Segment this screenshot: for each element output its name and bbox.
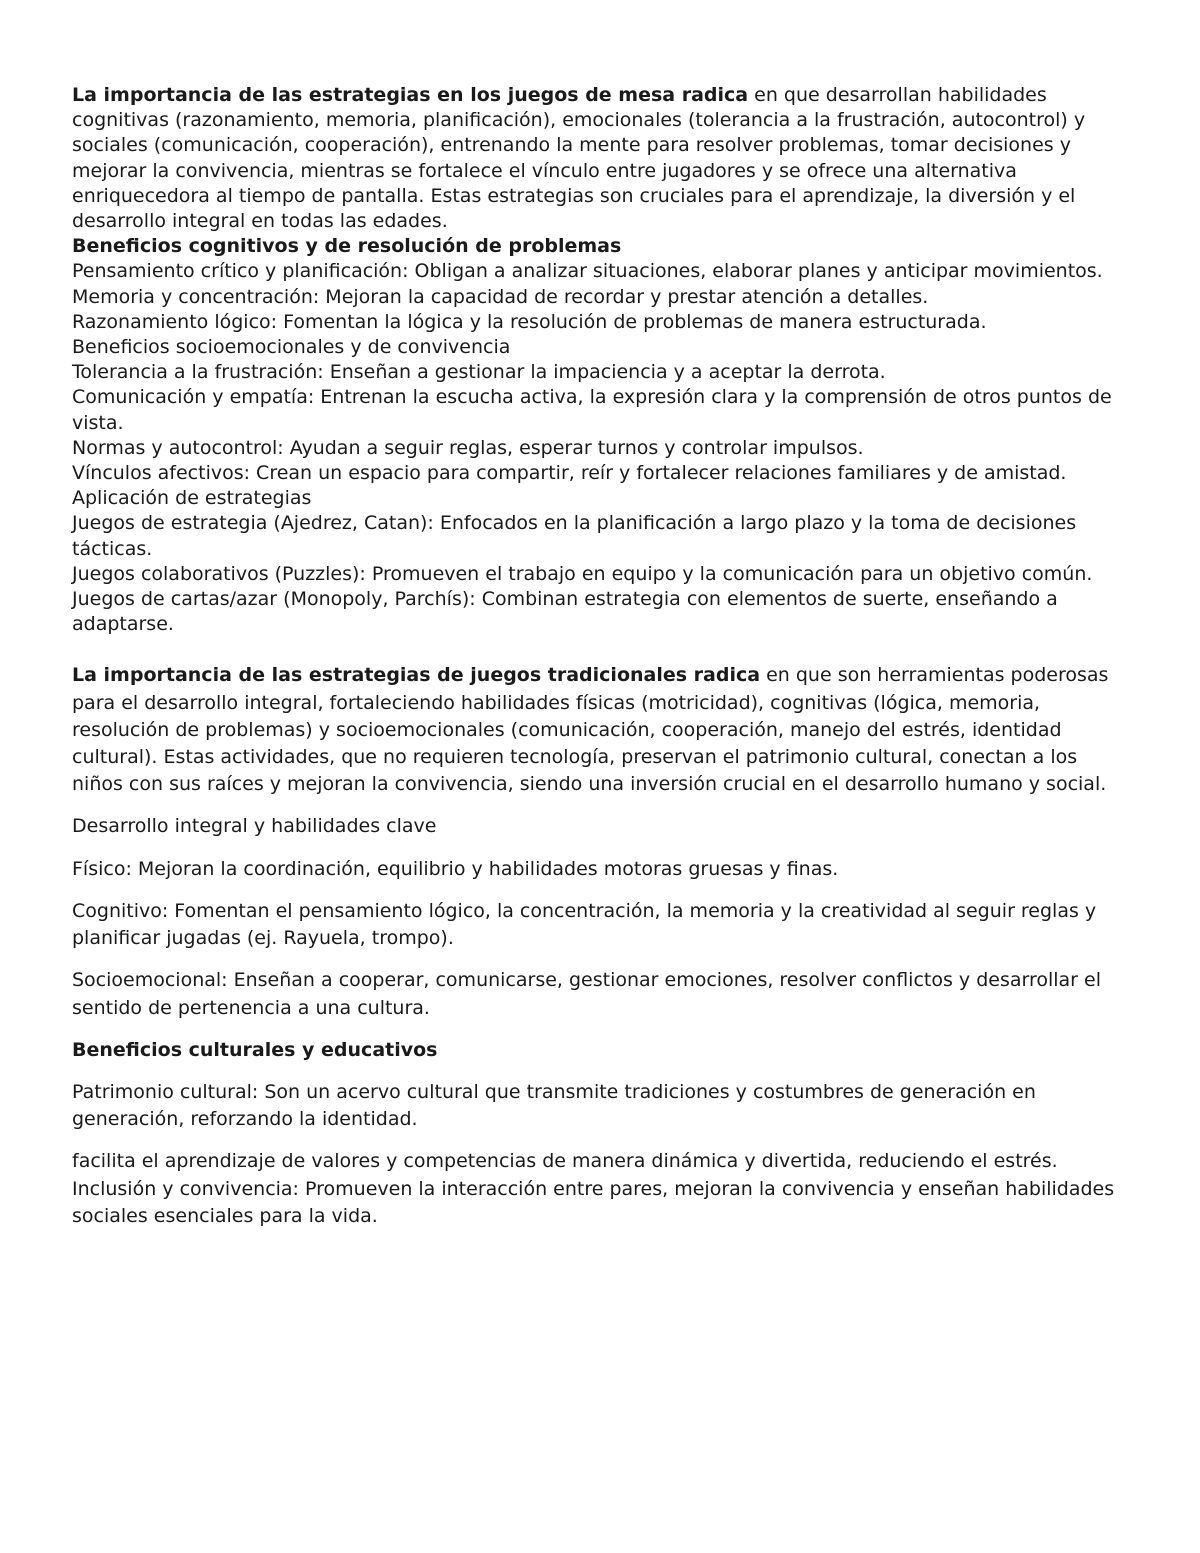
development-item-physical: Físico: Mejoran la coordinación, equilibrio y habilidades motoras gruesas y finas. (72, 857, 839, 880)
application-item-card-games: Juegos de cartas/azar (Monopoly, Parchís): Combinan estrategia con elementos de suerte, enseñando a adaptarse. (72, 588, 1058, 636)
board-games-intro-bold: La importancia de las estrategias en los juegos de mesa radica (72, 84, 749, 106)
cultural-item-heritage: Patrimonio cultural: Son un acervo cultural que transmite tradiciones y costumbres de generación en generación, reforzando la identidad. (72, 1080, 1036, 1131)
cognitive-benefits-heading: Beneficios cognitivos y de resolución de problemas (72, 235, 622, 258)
application-item-strategy-games: Juegos de estrategia (Ajedrez, Catan): Enfocados en la planificación a largo plazo y la toma de decisiones tácticas. (72, 512, 1077, 560)
application-item-collaborative-games: Juegos colaborativos (Puzzles): Promueven el trabajo en equipo y la comunicación para un objetivo común. (72, 562, 1093, 585)
socio-item-frustration: Tolerancia a la frustración: Enseñan a gestionar la impaciencia y a aceptar la derrota. (72, 361, 886, 384)
board-games-intro-paragraph (72, 83, 1132, 234)
socio-item-bonds: Vínculos afectivos: Crean un espacio para compartir, reír y fortalecer relaciones familiares y de amistad. (72, 462, 1067, 485)
traditional-games-intro-bold: La importancia de las estrategias de juegos tradicionales radica (72, 664, 761, 687)
board-games-intro-text: en que desarrollan habilidades cognitivas (razonamiento, memoria, planificación), emocionales (tolerancia a la frustración, autocontrol) y sociales (comunicación, cooperación), entrenando la mente para resolver problemas, tomar decisiones y mejorar la convivencia, mientras se fortalece el vínculo entre jugadores y se ofrece una alternativa enriquecedora al tiempo de pantalla. Estas estrategias son cruciales para el aprendizaje, la diversión y el desarrollo integral en todas las edades. (72, 84, 1086, 233)
document-page (72, 83, 1132, 1245)
application-heading: Aplicación de estrategias (72, 487, 312, 510)
cultural-item-learning: facilita el aprendizaje de valores y competencias de manera dinámica y divertida, reduciendo el estrés. Inclusión y convivencia: Promueven la interacción entre pares, mejoran la convivencia y enseñan habilidades sociales esenciales para la vida. (72, 1150, 1115, 1227)
cognitive-item-critical-thinking: Pensamiento crítico y planificación: Obligan a analizar situaciones, elaborar planes y anticipar movimientos. (72, 260, 1103, 283)
socio-item-norms: Normas y autocontrol: Ayudan a seguir reglas, esperar turnos y controlar impulsos. (72, 436, 864, 459)
traditional-games-intro-text: en que son herramientas poderosas para el desarrollo integral, fortaleciendo habilidades físicas (motricidad), cognitivas (lógica, memoria, resolución de problemas) y socioemocionales (comunicación, cooperación, manejo del estrés, identidad cultural). Estas actividades, que no requieren tecnología, preservan el patrimonio cultural, conectan a los niños con sus raíces y mejoran la convivencia, siendo una inversión crucial en el desarrollo humano y social. (72, 664, 1109, 796)
socio-item-communication: Comunicación y empatía: Entrenan la escucha activa, la expresión clara y la comprensión de otros puntos de vista. (72, 386, 1112, 434)
cognitive-item-reasoning: Razonamiento lógico: Fomentan la lógica y la resolución de problemas de manera estructurada. (72, 310, 987, 333)
socioemotional-benefits-heading: Beneficios socioemocionales y de convivencia (72, 336, 511, 359)
traditional-games-section (72, 662, 1132, 1229)
development-heading: Desarrollo integral y habilidades clave (72, 815, 437, 838)
cognitive-item-memory: Memoria y concentración: Mejoran la capacidad de recordar y prestar atención a detalles. (72, 285, 929, 308)
development-item-socioemotional: Socioemocional: Enseñan a cooperar, comunicarse, gestionar emociones, resolver conflictos y desarrollar el sentido de pertenencia a una cultura. (72, 969, 1101, 1019)
development-item-cognitive: Cognitivo: Fomentan el pensamiento lógico, la concentración, la memoria y la creatividad al seguir reglas y planificar jugadas (ej. Rayuela, trompo). (72, 899, 1097, 950)
board-games-section (72, 83, 1132, 637)
traditional-games-intro-paragraph (72, 662, 1132, 798)
cultural-benefits-heading: Beneficios culturales y educativos (72, 1038, 438, 1061)
